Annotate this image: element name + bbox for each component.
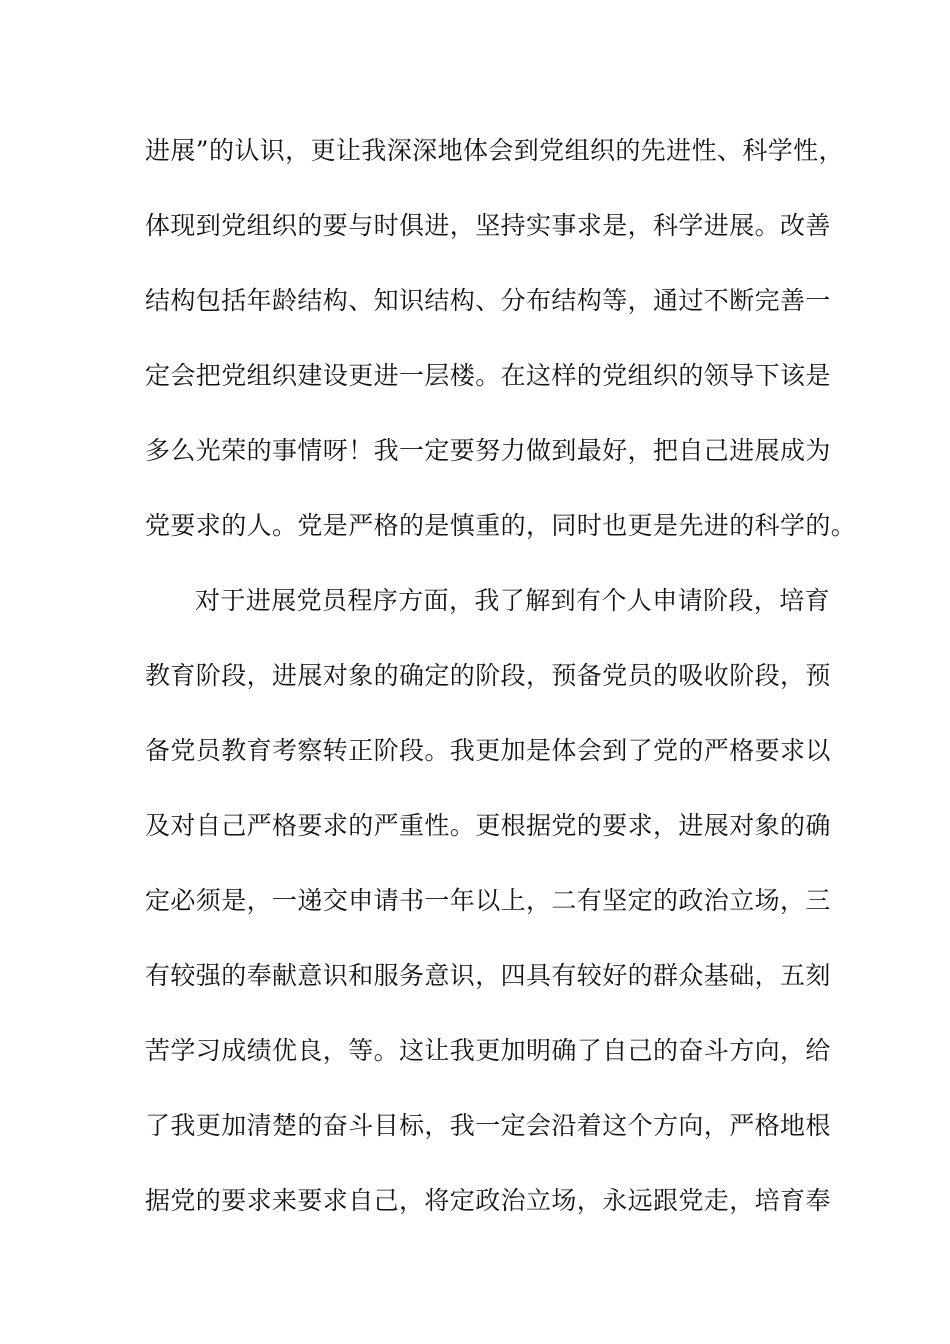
text-line: 定必须是，一递交申请书一年以上，二有坚定的政治立场，三: [145, 886, 831, 915]
text-line: 党要求的人。党是严格的是慎重的，同时也更是先进的科学的。: [145, 511, 857, 540]
text-line: 结构包括年龄结构、知识结构、分布结构等，通过不断完善一: [145, 286, 831, 315]
text-line: 多么光荣的事情呀！我一定要努力做到最好，把自己进展成为: [145, 436, 831, 465]
text-line: 定会把党组织建设更进一层楼。在这样的党组织的领导下该是: [145, 361, 831, 390]
text-line: 教育阶段，进展对象的确定的阶段，预备党员的吸收阶段，预: [145, 661, 831, 690]
text-line: 体现到党组织的要与时俱进，坚持实事求是，科学进展。改善: [145, 211, 831, 240]
text-line: 苦学习成绩优良，等。这让我更加明确了自己的奋斗方向，给: [145, 1036, 831, 1065]
text-line: 有较强的奉献意识和服务意识，四具有较好的群众基础，五刻: [145, 961, 831, 990]
text-line: 及对自己严格要求的严重性。更根据党的要求，进展对象的确: [145, 811, 831, 840]
paragraph-first-line: 对于进展党员程序方面，我了解到有个人申请阶段，培育: [195, 586, 831, 615]
text-line: 了我更加清楚的奋斗目标，我一定会沿着这个方向，严格地根: [145, 1111, 831, 1140]
text-line: 备党员教育考察转正阶段。我更加是体会到了党的严格要求以: [145, 736, 831, 765]
text-line: 进展”的认识，更让我深深地体会到党组织的先进性、科学性，: [145, 136, 844, 165]
text-line: 据党的要求来要求自己，将定政治立场，永远跟党走，培育奉: [145, 1186, 831, 1215]
